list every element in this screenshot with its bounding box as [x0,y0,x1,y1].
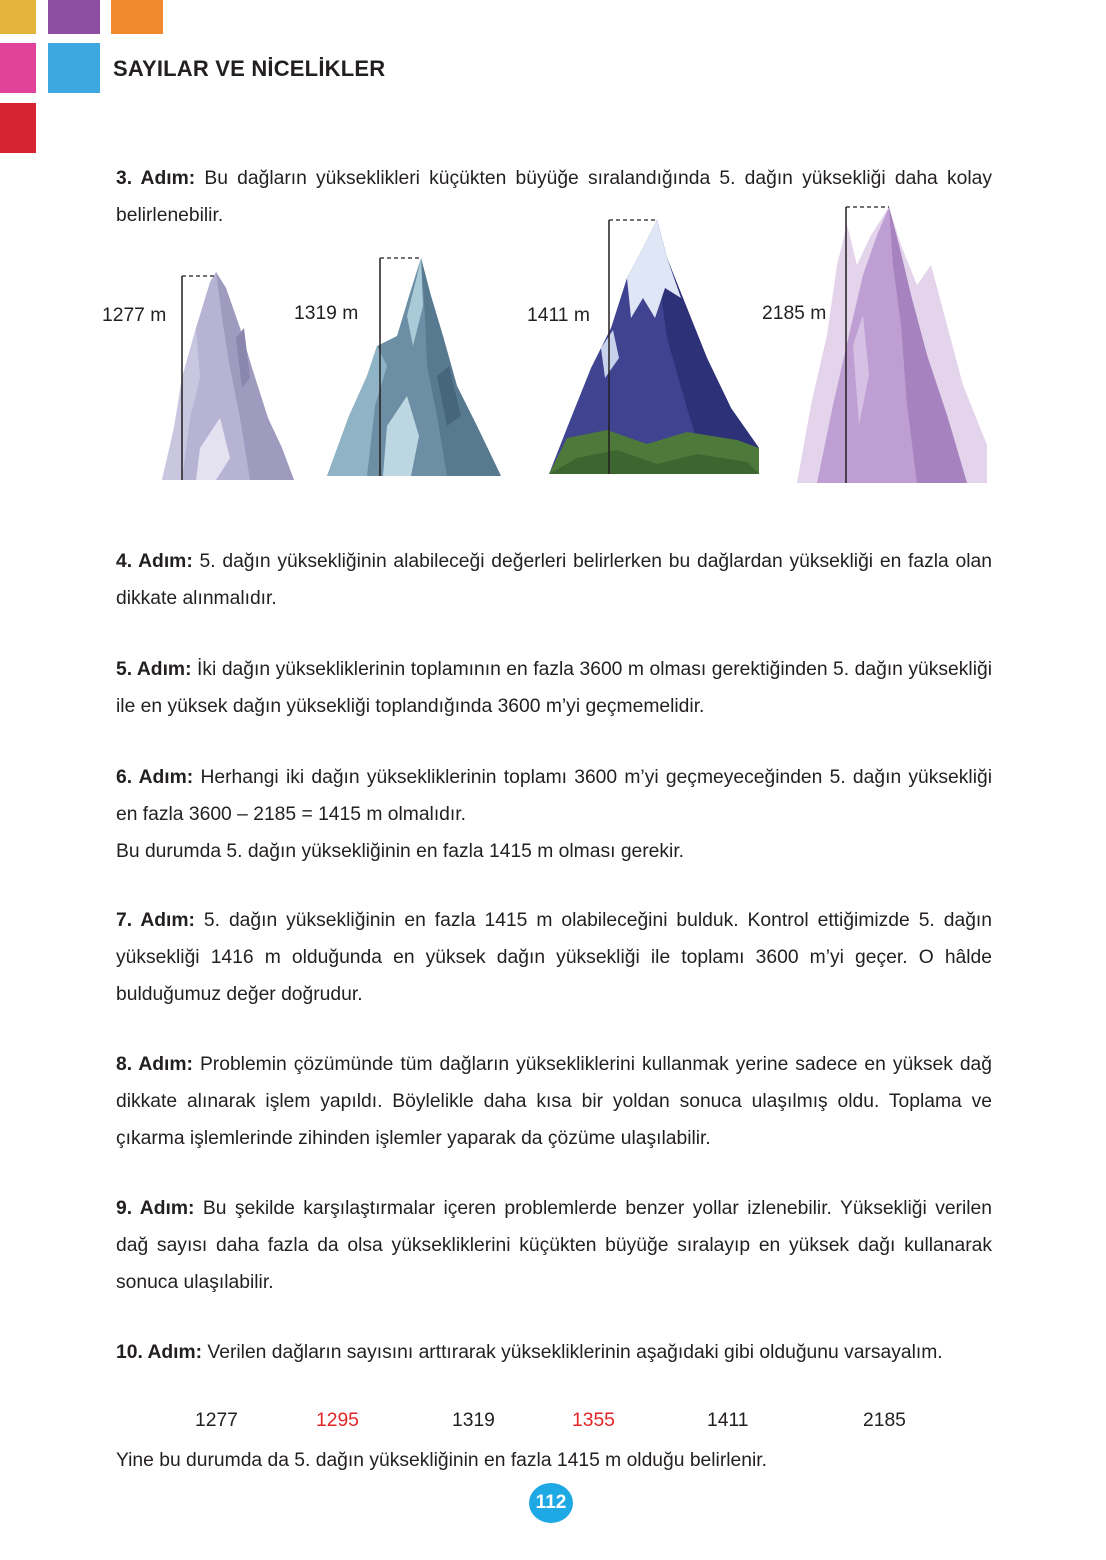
step-4-text: 5. dağın yüksekliğinin alabileceği değerleri belirlerken bu dağlardan yüksekliği en fazla olan dikkate alınmalıdır. [116,551,992,609]
page-number-badge: 112 [529,1483,573,1523]
sequence-value-2: 1295 [316,1410,359,1431]
mountain-4-illustration [797,205,989,485]
step-10 [116,1334,992,1371]
corner-square-blue [48,43,100,93]
step-8-text: Problemin çözümünde tüm dağların yüksekliklerini kullanmak yerine sadece en yüksek dağ dikkate alınarak işlem yapıldı. Böylelikle daha kısa bir yoldan sonuca ulaşılmış oldu. Toplama ve çıkarma işlemlerinde zihinden işlemler yaparak da çözüme ulaşılabilir. [116,1054,992,1149]
step-6 [116,759,992,870]
step-5-text: İki dağın yüksekliklerinin toplamının en fazla 3600 m olması gerektiğinden 5. dağın yüksekliği ile en yüksek dağın yüksekliği toplandığında 3600 m’yi geçmemelidir. [116,659,993,717]
corner-square-red [0,103,36,153]
step-6-text: Herhangi iki dağın yüksekliklerinin toplamı 3600 m’yi geçmeyeceğinden 5. dağın yüksekliği en fazla 3600 – 2185 = 1415 m olmalıdır. [116,767,992,825]
step-5-label: 5. Adım: [116,659,192,680]
step-8-label: 8. Adım: [116,1054,193,1075]
step-6-label: 6. Adım: [116,767,194,788]
step-7-label: 7. Adım: [116,910,195,931]
step-9-text: Bu şekilde karşılaştırmalar içeren problemlerde benzer yollar izlenebilir. Yüksekliği verilen dağ sayısı daha fazla da olsa yüksekliklerini küçükten büyüğe sıralayıp en yüksek dağı kullanarak sonuca ulaşılabilir. [116,1198,992,1293]
mountain-1-illustration [160,268,296,482]
mountain-2-height-label: 1319 m [294,303,359,324]
sequence-value-1: 1277 [195,1410,238,1431]
sequence-value-3: 1319 [452,1410,495,1431]
step-10-label: 10. Adım: [116,1342,203,1363]
corner-square-yellow [0,0,36,34]
corner-square-orange [111,0,163,34]
step-9 [116,1190,992,1301]
mountain-2-illustration [327,256,502,478]
step-5 [116,651,992,725]
step-9-label: 9. Adım: [116,1198,195,1219]
step-7-text: 5. dağın yüksekliğinin en fazla 1415 m olabileceğini bulduk. Kontrol ettiğimizde 5. dağın yüksekliği 1416 m olduğunda en yüksek dağın yüksekliği ile toplamı 3600 m’yi geçer. O hâlde bulduğumuz değer doğrudur. [116,910,992,1005]
section-title: SAYILAR VE NİCELİKLER [113,56,386,81]
step-3-label: 3. Adım: [116,168,196,189]
mountain-3-height-label: 1411 m [527,305,590,326]
step-7 [116,902,992,1013]
mountain-1-height-label: 1277 m [102,305,167,326]
step-3-text: Bu dağların yükseklikleri küçükten büyüğe sıralandığında 5. dağın yüksekliği daha kolay belirlenebilir. [116,168,992,226]
step-4-label: 4. Adım: [116,551,193,572]
step-4 [116,543,992,617]
sequence-value-6: 2185 [863,1410,906,1431]
sequence-value-5: 1411 [707,1410,749,1431]
corner-square-purple [48,0,100,34]
step-6-conclusion: Bu durumda 5. dağın yüksekliğinin en fazla 1415 m olması gerekir. [116,841,685,862]
step-10-text: Verilen dağların sayısını arttırarak yüksekliklerinin aşağıdaki gibi olduğunu varsayalım. [202,1342,943,1363]
mountain-3-illustration [547,218,761,476]
step-10-conclusion-text: Yine bu durumda da 5. dağın yüksekliğinin en fazla 1415 m olduğu belirlenir. [116,1450,767,1471]
step-8 [116,1046,992,1157]
sequence-value-4: 1355 [572,1410,615,1431]
corner-square-pink [0,43,36,93]
mountain-4-height-label: 2185 m [762,303,827,324]
step-10-conclusion [116,1442,992,1479]
